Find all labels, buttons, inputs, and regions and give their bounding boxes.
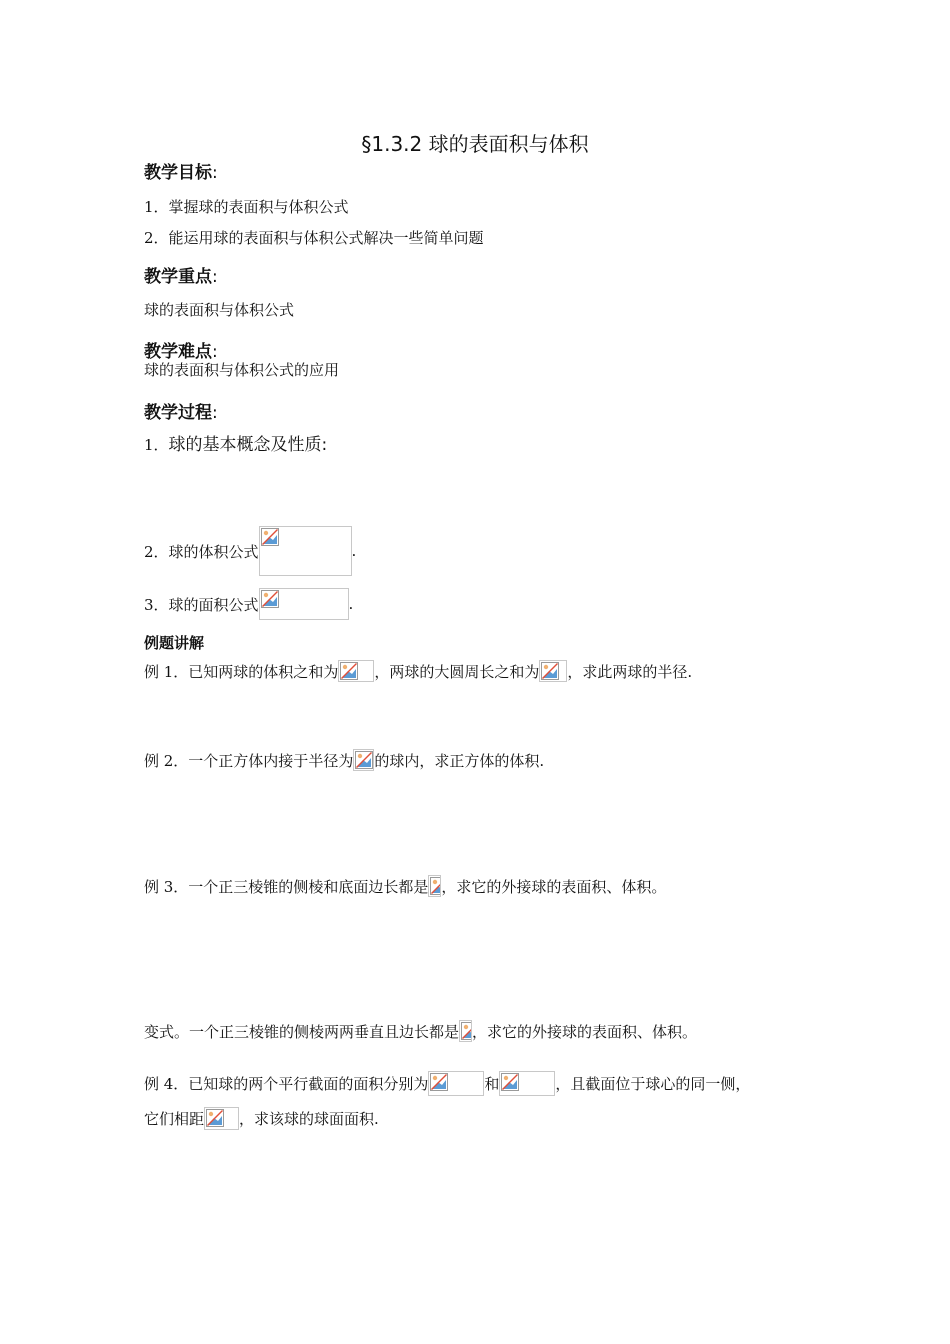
objective-item-2: 2．能运用球的表面积与体积公式解决一些简单问题: [144, 229, 484, 247]
process-item-2: 2．球的体积公式 .: [144, 526, 356, 576]
objective-item-1: 1．掌握球的表面积与体积公式: [144, 198, 349, 216]
formula-image: [353, 749, 374, 771]
process-item-1: 1．球的基本概念及性质:: [144, 435, 328, 455]
example-2: 例 2．一个正方体内接于半径为 的球内，求正方体的体积.: [144, 749, 544, 771]
example-4-line-1: 例 4．已知球的两个平行截面的面积分别为 和 ，且截面位于球心的同一侧，: [144, 1071, 750, 1096]
broken-image-icon: [355, 751, 373, 769]
difficulties-heading: 教学难点:: [144, 342, 218, 362]
broken-image-icon: [430, 1073, 448, 1091]
formula-image: [428, 875, 441, 897]
formula-image: [204, 1107, 239, 1130]
formula-image: [338, 660, 374, 682]
broken-image-icon: [461, 1022, 472, 1040]
example-4-line-2: 它们相距 ，求该球的球面面积.: [144, 1107, 379, 1130]
formula-image: [428, 1071, 484, 1096]
example-1: 例 1．已知两球的体积之和为 ，两球的大圆周长之和为 ，求此两球的半径.: [144, 660, 692, 682]
formula-image: [499, 1071, 555, 1096]
page-title: §1.3.2 球的表面积与体积: [361, 132, 589, 156]
formula-image: [259, 588, 349, 620]
broken-image-icon: [340, 662, 358, 680]
broken-image-icon: [261, 590, 279, 608]
variant-exercise: 变式。一个正三棱锥的侧棱两两垂直且边长都是 ，求它的外接球的表面积、体积。: [144, 1020, 697, 1042]
broken-image-icon: [206, 1109, 224, 1127]
formula-image: [459, 1020, 472, 1042]
example-3: 例 3．一个正三棱锥的侧棱和底面边长都是 ，求它的外接球的表面积、体积。: [144, 875, 666, 897]
broken-image-icon: [261, 528, 279, 546]
formula-image: [259, 526, 352, 576]
broken-image-icon: [430, 877, 441, 895]
broken-image-icon: [501, 1073, 519, 1091]
difficulties-text: 球的表面积与体积公式的应用: [144, 361, 340, 379]
examples-heading: 例题讲解: [144, 634, 205, 652]
broken-image-icon: [541, 662, 559, 680]
formula-image: [539, 660, 567, 682]
key-points-text: 球的表面积与体积公式: [144, 301, 295, 319]
objectives-heading: 教学目标:: [144, 163, 218, 183]
process-heading: 教学过程:: [144, 403, 218, 423]
process-item-3: 3．球的面积公式 .: [144, 588, 353, 620]
key-points-heading: 教学重点:: [144, 267, 218, 287]
